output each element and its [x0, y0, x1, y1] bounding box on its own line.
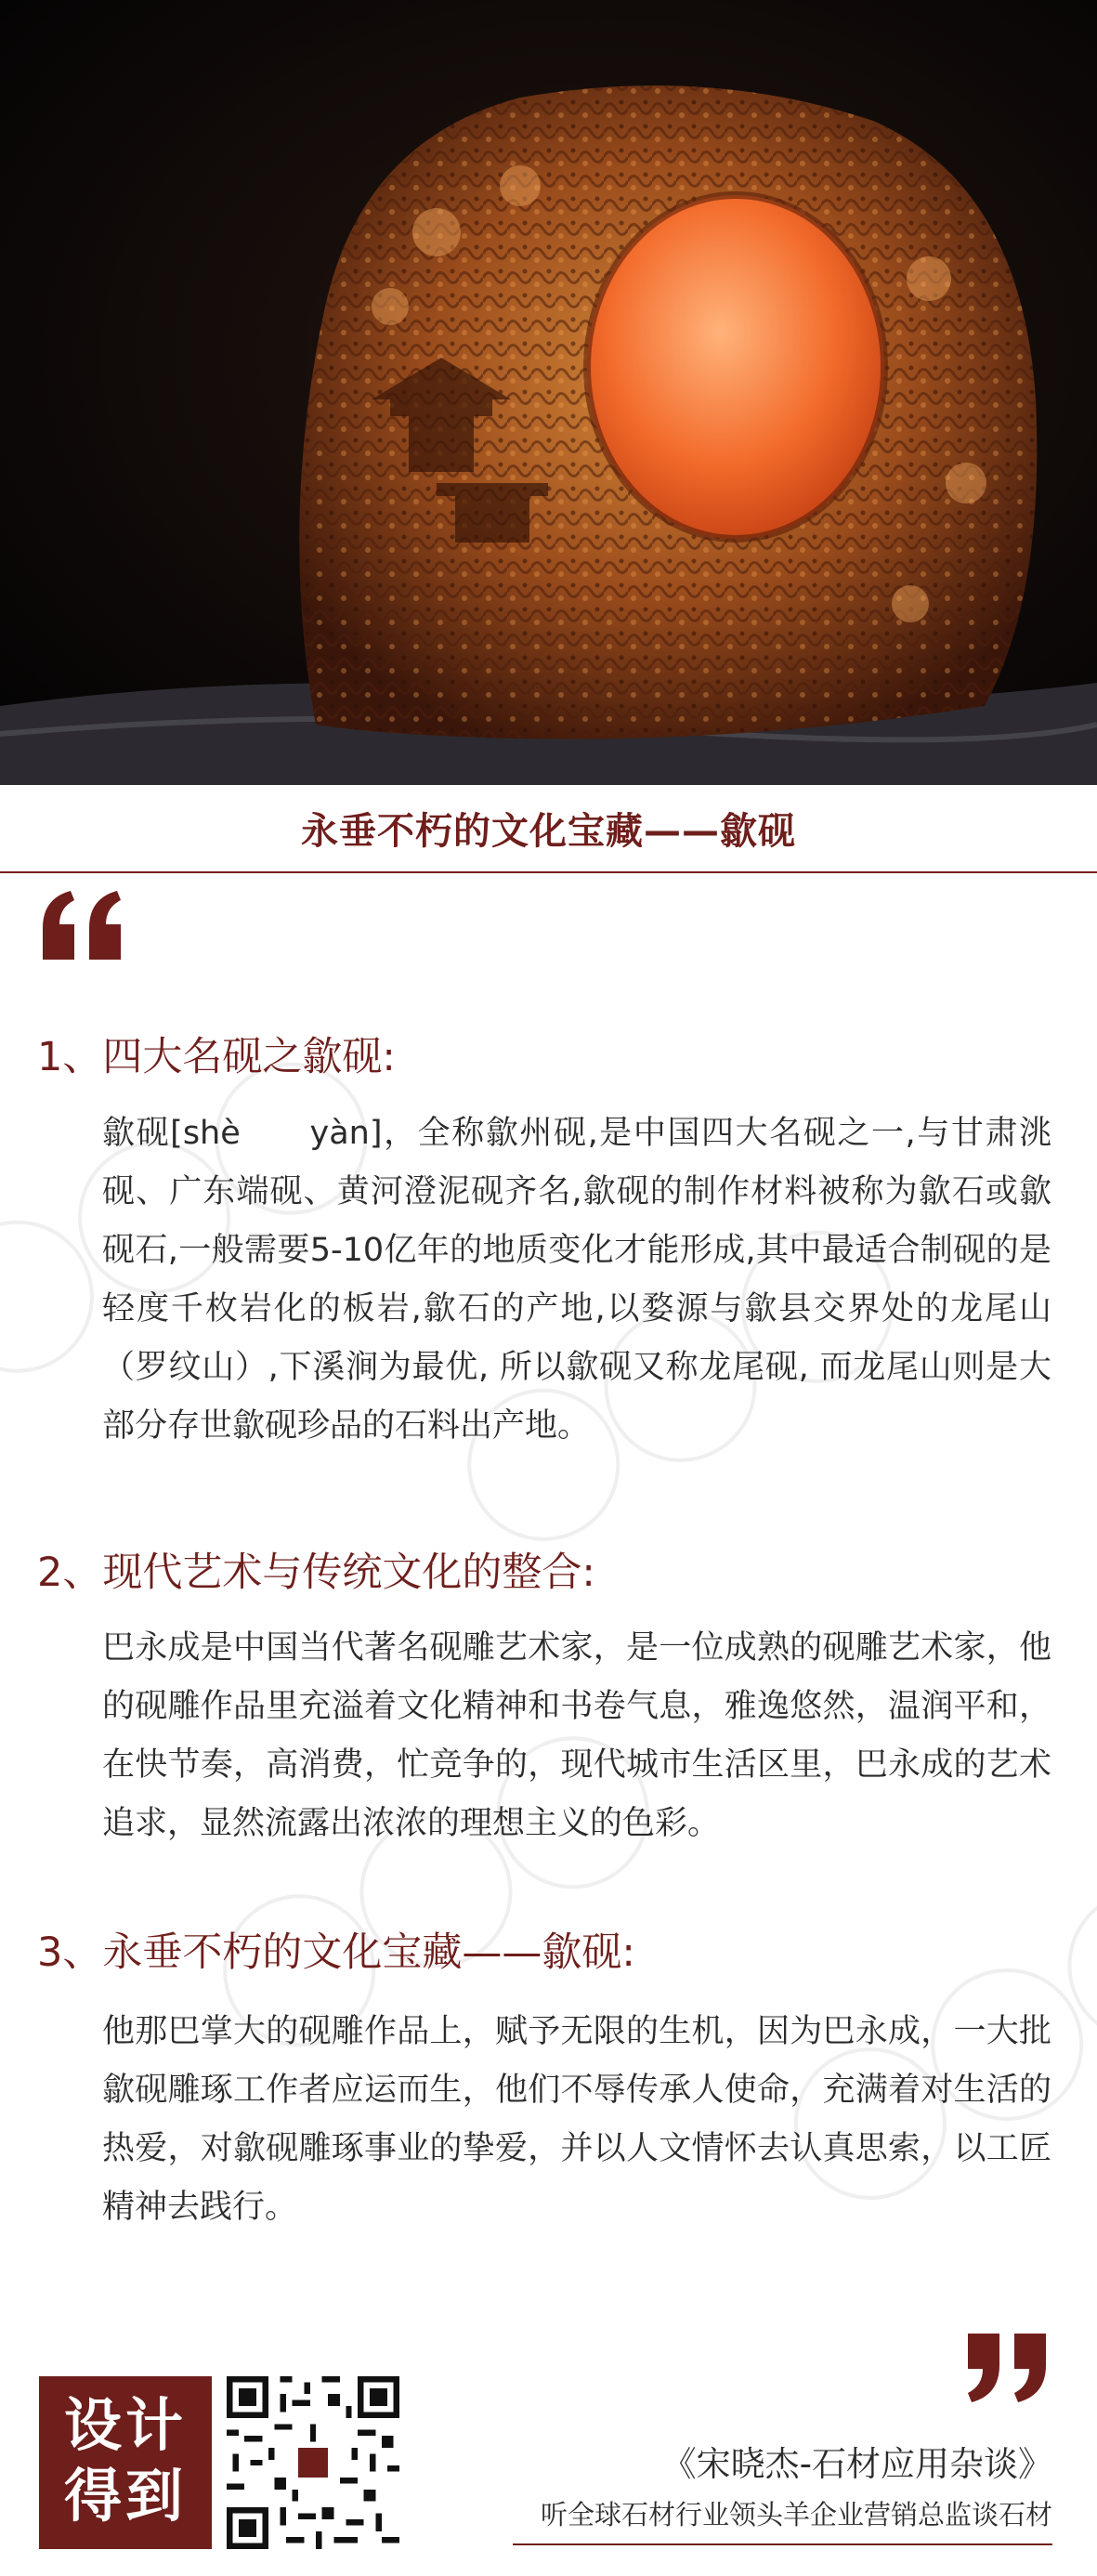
title-band [0, 785, 1097, 873]
carved-inkstone-photo [0, 0, 1097, 785]
section-1-heading: 1、四大名砚之歙砚: [37, 1034, 396, 1080]
page-title: 永垂不朽的文化宝藏——歙砚 [301, 810, 796, 853]
brand-logo-line-1: 设计 [63, 2391, 187, 2459]
hero-image [0, 0, 1097, 785]
brand-logo-line-2: 得到 [63, 2462, 187, 2530]
footer-divider [513, 2543, 1052, 2545]
qr-code-icon[interactable] [227, 2376, 399, 2549]
section-3-heading: 3、永垂不朽的文化宝藏——歙砚: [37, 1929, 635, 1976]
footer-title: 《宋晓杰-石材应用杂谈》 [661, 2444, 1052, 2484]
footer-subtitle: 听全球石材行业领头羊企业营销总监谈石材 [540, 2499, 1052, 2530]
close-quote-icon [964, 2330, 1050, 2406]
section-1-body: 歙砚[shè yàn]，全称歙州砚,是中国四大名砚之一,与甘肃洮砚、广东端砚、黄河澄泥砚齐名,歙砚的制作材料被称为歙石或歙砚石,一般需要5-10亿年的地质变化才能形成,其中最适合制砚的是轻度千枚岩化的板岩,歙石的产地,以婺源与歙县交界处的龙尾山（罗纹山）,下溪涧为最优, 所以歙砚又称龙尾砚, 而龙尾山则是大部分存世歙砚珍品的石料出产地。 [102, 1115, 1051, 1445]
section-2-heading: 2、现代艺术与传统文化的整合: [37, 1550, 595, 1596]
section-2-body: 巴永成是中国当代著名砚雕艺术家，是一位成熟的砚雕艺术家，他的砚雕作品里充溢着文化精神和书卷气息，雅逸悠然，温润平和，在快节奏，高消费，忙竞争的，现代城市生活区里，巴永成的艺术追求，显然流露出浓浓的理想主义的色彩。 [102, 1629, 1051, 1842]
section-3-body: 他那巴掌大的砚雕作品上，赋予无限的生机，因为巴永成，一大批歙砚雕琢工作者应运而生，他们不辱传承人使命，充满着对生活的热爱，对歙砚雕琢事业的挚爱，并以人文情怀去认真思索，以工匠精神去践行。 [102, 2013, 1051, 2226]
open-quote-icon [39, 887, 124, 963]
brand-logo [39, 2376, 212, 2549]
